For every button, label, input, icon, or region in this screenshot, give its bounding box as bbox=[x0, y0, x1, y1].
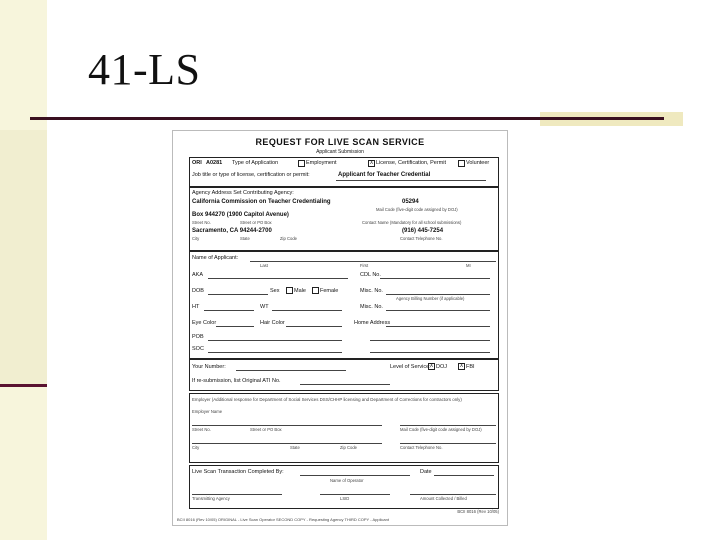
street-label: Street No. bbox=[192, 220, 211, 225]
doj-label: DOJ bbox=[436, 364, 447, 370]
checkbox-employment bbox=[298, 160, 305, 167]
checkbox-fbi: X bbox=[459, 363, 464, 369]
aka-label: AKA bbox=[192, 272, 204, 278]
checkbox-volunteer bbox=[458, 160, 465, 167]
form-section-ori bbox=[189, 157, 499, 187]
misc-no-label: Misc. No. bbox=[360, 288, 383, 294]
live-scan-form-image bbox=[173, 131, 507, 525]
employer-city-label: City bbox=[192, 445, 200, 450]
agency-name: California Commission on Teacher Credentialing bbox=[192, 199, 331, 205]
form-section-applicant bbox=[189, 251, 499, 359]
billing-label: Agency Billing Number (if applicable) bbox=[396, 296, 465, 301]
lsid-label: LSID bbox=[340, 496, 350, 501]
agency-code: 05294 bbox=[402, 199, 419, 205]
first-label: First bbox=[360, 263, 369, 268]
checkbox-doj: X bbox=[429, 363, 434, 369]
phone-label: Contact Telephone No. bbox=[400, 236, 443, 241]
job-title-value: Applicant for Teacher Credential bbox=[338, 172, 431, 178]
checkbox-male bbox=[286, 287, 293, 294]
operator-label: Name of Operator bbox=[330, 478, 364, 483]
misc-no-2-label: Misc. No. bbox=[360, 304, 383, 310]
female-label: Female bbox=[320, 288, 339, 294]
checkbox-license: X bbox=[369, 160, 374, 166]
form-number: BCII 8016 (Rev 10/05) bbox=[457, 509, 499, 514]
transmitting-agency-label: Transmitting Agency bbox=[192, 496, 230, 501]
employer-phone-label: Contact Telephone No. bbox=[400, 445, 443, 450]
form-section-service bbox=[189, 359, 499, 391]
slide-sidebar-accent-line bbox=[0, 384, 47, 387]
applicant-name-label: Name of Applicant: bbox=[192, 255, 239, 261]
agency-label: Agency Address Set Contributing Agency: bbox=[192, 190, 294, 196]
home-address-label: Home Address bbox=[354, 320, 391, 326]
cdl-label: CDL No. bbox=[360, 272, 381, 278]
form-subheader: Applicant Submission bbox=[316, 149, 364, 155]
your-number-label: Your Number: bbox=[192, 364, 226, 370]
form-section-agency bbox=[189, 187, 499, 251]
live-scan-label: Live Scan Transaction Completed By: bbox=[192, 469, 284, 475]
employer-label: Employer (Additional response for Department of Social Services DSS/CHHP licensing and Department of Corrections for contractors only) bbox=[192, 397, 462, 402]
contact-name-label: Contact Name (Mandatory for all school submissions) bbox=[362, 220, 462, 225]
form-header: REQUEST FOR LIVE SCAN SERVICE bbox=[255, 137, 425, 147]
agency-code-label: Mail Code (five-digit code assigned by DOJ) bbox=[376, 207, 458, 212]
ori-value: A0281 bbox=[206, 160, 223, 166]
form-footer: BCII 8016 (Rev 10/05) ORIGINAL - Live Scan Operator SECOND COPY - Requesting Agency THIRD COPY - Applicant bbox=[177, 517, 389, 522]
po-box-label: Street or PO Box bbox=[240, 220, 272, 225]
agency-city: Sacramento, CA 94244-2700 bbox=[192, 228, 272, 234]
employer-name-label: Employer Name bbox=[192, 409, 223, 414]
slide-sidebar-bar bbox=[0, 130, 47, 384]
employer-po-label: Street or PO Box bbox=[250, 427, 282, 432]
mi-label: MI bbox=[466, 263, 471, 268]
reprint-label: If re-submission, list Original ATI No. bbox=[192, 378, 281, 384]
dob-label: DOB bbox=[192, 288, 204, 294]
ori-label: ORI bbox=[192, 160, 202, 166]
eye-color-label: Eye Color bbox=[192, 320, 217, 326]
employer-zip-label: Zip Code bbox=[340, 445, 357, 450]
hair-color-label: Hair Color bbox=[260, 320, 285, 326]
male-label: Male bbox=[294, 288, 306, 294]
level-service-label: Level of Service: bbox=[390, 364, 431, 370]
checkbox-female bbox=[312, 287, 319, 294]
slide-title: 41-LS bbox=[88, 45, 201, 94]
employer-street-label: Street No. bbox=[192, 427, 211, 432]
form-section-completion bbox=[189, 465, 499, 509]
fbi-label: FBI bbox=[466, 364, 475, 370]
pob-label: POB bbox=[192, 334, 204, 340]
agency-phone: (916) 445-7254 bbox=[402, 228, 444, 234]
soc-label: SOC bbox=[192, 346, 204, 352]
state-label: State bbox=[240, 236, 250, 241]
form-section-employer bbox=[189, 393, 499, 463]
option-license: License, Certification, Permit bbox=[376, 160, 446, 166]
ht-label: HT bbox=[192, 304, 200, 310]
employer-state-label: State bbox=[290, 445, 300, 450]
amount-label: Amount Collected / Billed bbox=[420, 496, 467, 501]
option-volunteer: Volunteer bbox=[466, 160, 490, 166]
option-employment: Employment bbox=[306, 160, 337, 166]
city-label: City bbox=[192, 236, 200, 241]
agency-box: Box 944270 (1900 Capitol Avenue) bbox=[192, 212, 289, 218]
date-label: Date bbox=[420, 469, 432, 475]
employer-code-label: Mail Code (five-digit code assigned by DOJ) bbox=[400, 427, 482, 432]
title-divider bbox=[30, 117, 664, 120]
wt-label: WT bbox=[260, 304, 269, 310]
zip-label: Zip Code bbox=[280, 236, 297, 241]
last-label: Last bbox=[260, 263, 268, 268]
type-application-label: Type of Application bbox=[232, 160, 279, 166]
job-title-label: Job title or type of license, certification or permit: bbox=[192, 172, 310, 178]
sex-label: Sex bbox=[270, 288, 280, 294]
